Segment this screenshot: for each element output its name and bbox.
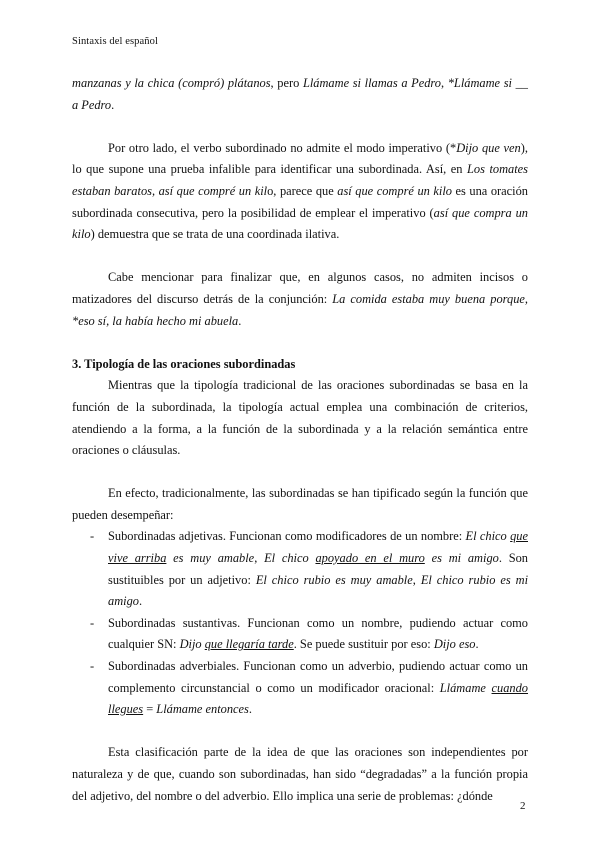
list-item-sustantivas: - Subordinadas sustantivas. Funcionan como un nombre, pudiendo actuar como cualquier SN: Dijo que llegaría tarde. Se puede sustituir por eso: Dijo eso. (72, 613, 528, 656)
page-number: 2 (520, 800, 526, 812)
paragraph-incisos: Cabe mencionar para finalizar que, en algunos casos, no admiten incisos o matizadores del discurso detrás de la conjunción: La comida estaba muy buena porque, *eso sí, la había hecho mi abuela. (72, 270, 528, 328)
paragraph-imperative: Por otro lado, el verbo subordinado no admite el modo imperativo (*Dijo que ven), lo que supone una prueba infalible para identificar una subordinada. Así, en Los tomates estaban baratos, así que compré un kilo, parece que así que compré un kilo es una oración subordinada consecutiva, pero la posibilidad de emplear el imperativo (así que compra un kilo) demuestra que se trata de una coordinada ilativa. (72, 140, 528, 242)
example-text: La comida estaba muy buena porque, *eso sí, la había hecho mi abuela (72, 291, 528, 328)
list-item-adverbiales: - Subordinadas adverbiales. Funcionan como un adverbio, pudiendo actuar como un complemento circunstancial o como un modificador oracional: Llámame cuando llegues = Llámame entonces. (72, 656, 528, 721)
example-text: así que compré un kilo (337, 183, 452, 198)
section-heading: 3. Tipología de las oraciones subordinadas (72, 356, 296, 371)
example-text: Dijo que ven (456, 140, 521, 155)
example-text: así que compra un kilo (72, 205, 528, 242)
underlined-clause: cuando llegues (108, 680, 529, 717)
running-header: Sintaxis del español (72, 36, 158, 47)
underlined-clause: que vive arriba (108, 529, 528, 566)
underlined-clause: apoyado en el muro (315, 551, 425, 566)
example-text: *Llámame si __ a Pedro (72, 76, 528, 112)
example-text: Los tomates estaban baratos, así que compré un kil (72, 162, 528, 198)
example-text: Llámame si llamas a Pedro (302, 76, 441, 90)
subordinate-types-list (72, 526, 528, 720)
list-item-adjetivas: - Subordinadas adjetivas. Funcionan como modificadores de un nombre: El chico que vive arriba es muy amable, El chico apoyado en el muro es mi amigo. Son sustituibles por un adjetivo: El chico rubio es muy amable, El chico rubio es mi amigo. (72, 526, 528, 612)
document-body (72, 73, 528, 807)
paragraph-continuation: manzanas y la chica (compró) plátanos, pero Llámame si llamas a Pedro, *Llámame si __ a Pedro. (72, 76, 528, 112)
underlined-clause: que llegaría tarde (204, 637, 294, 652)
paragraph-clasificacion: Esta clasificación parte de la idea de que las oraciones son independientes por naturaleza y de que, cuando son subordinadas, han sido “degradadas” a la función propia del adjetivo, del nombre o del adverbio. Ello implica una serie de problemas: ¿dónde (72, 745, 528, 803)
example-text: manzanas y la chica (compró) plátanos (72, 76, 271, 90)
paragraph-tipologia: Mientras que la tipología tradicional de las oraciones subordinadas se basa en la función de la subordinada, la tipología actual emplea una combinación de criterios, atendiendo a la forma, a la función de la subordinada y a la relación semántica entre oraciones o cláusulas. (72, 378, 528, 458)
paragraph-tradicional: En efecto, tradicionalmente, las subordinadas se han tipificado según la función que pueden desempeñar: (72, 486, 528, 522)
